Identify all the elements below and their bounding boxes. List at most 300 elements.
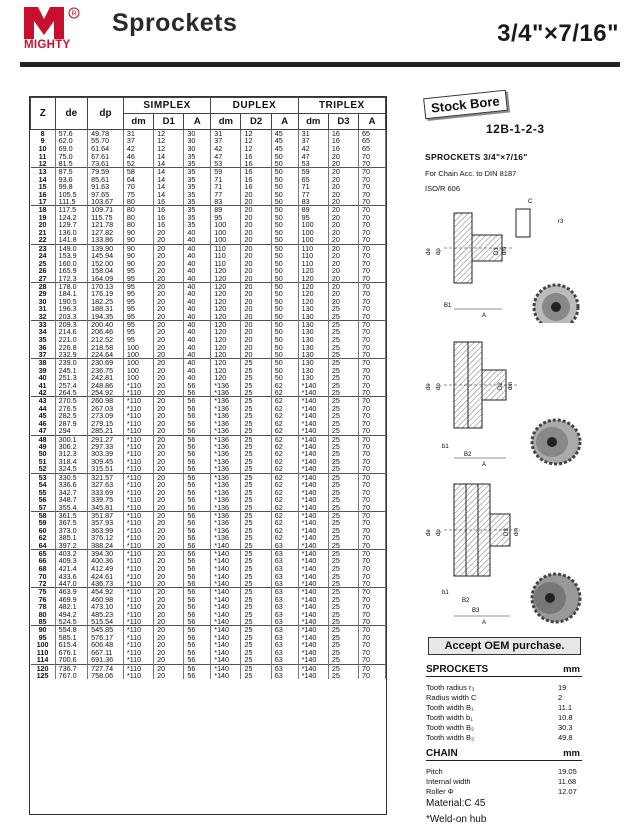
table-cell: 50 bbox=[271, 282, 298, 290]
table-cell: 376.12 bbox=[88, 534, 124, 542]
table-cell: 16 bbox=[328, 137, 358, 145]
table-cell: 306.2 bbox=[55, 443, 87, 451]
table-cell: 45 bbox=[271, 130, 298, 138]
table-cell: 70 bbox=[359, 435, 386, 443]
table-cell: 40 bbox=[184, 298, 211, 306]
table-cell: 70 bbox=[359, 282, 386, 290]
table-cell: 70 bbox=[359, 366, 386, 374]
table-cell: 10 bbox=[31, 145, 56, 153]
table-cell: 25 bbox=[328, 405, 358, 413]
label-d1: D1 bbox=[494, 247, 500, 255]
table-cell: 35 bbox=[184, 168, 211, 176]
table-cell: 20 bbox=[154, 572, 184, 580]
table-cell: 62.0 bbox=[55, 137, 87, 145]
col-header-duplex-a: A bbox=[271, 114, 298, 130]
table-cell: 25 bbox=[241, 496, 271, 504]
table-cell: 100 bbox=[31, 641, 56, 649]
table-cell: 63 bbox=[271, 618, 298, 626]
table-cell: 56 bbox=[184, 542, 211, 550]
table-cell: 90 bbox=[123, 236, 153, 244]
table-cell: 20 bbox=[154, 527, 184, 535]
table-cell: 767.0 bbox=[55, 672, 87, 680]
table-cell: 70 bbox=[359, 305, 386, 313]
table-cell: 447.0 bbox=[55, 580, 87, 588]
table-cell: 63 bbox=[271, 649, 298, 657]
table-cell: 70 bbox=[359, 198, 386, 206]
table-cell: *140 bbox=[211, 572, 241, 580]
table-cell: 25 bbox=[328, 565, 358, 573]
table-cell: 50 bbox=[271, 366, 298, 374]
property-row bbox=[426, 777, 582, 786]
table-cell: 63 bbox=[271, 611, 298, 619]
table-cell: 141.8 bbox=[55, 236, 87, 244]
table-cell: 70 bbox=[359, 656, 386, 664]
table-cell: 100 bbox=[298, 221, 328, 229]
table-cell: 63 bbox=[271, 565, 298, 573]
table-cell: 35 bbox=[184, 183, 211, 191]
table-cell: 20 bbox=[241, 336, 271, 344]
table-cell: 40 bbox=[184, 320, 211, 328]
table-cell: 20 bbox=[154, 542, 184, 550]
table-cell: 403.2 bbox=[55, 550, 87, 558]
table-cell: *136 bbox=[211, 527, 241, 535]
table-cell: 25 bbox=[328, 534, 358, 542]
table-cell: 56 bbox=[184, 481, 211, 489]
table-cell: 20 bbox=[241, 313, 271, 321]
table-cell: 95 bbox=[123, 282, 153, 290]
table-cell: 46 bbox=[123, 152, 153, 160]
table-cell: 62 bbox=[271, 519, 298, 527]
table-cell: *140 bbox=[298, 626, 328, 634]
table-cell: 50 bbox=[271, 313, 298, 321]
table-cell: 35 bbox=[184, 206, 211, 214]
label-c: C bbox=[528, 199, 533, 205]
table-cell: 463.9 bbox=[55, 588, 87, 596]
table-cell: 25 bbox=[328, 458, 358, 466]
table-cell: 65 bbox=[359, 137, 386, 145]
table-cell: *140 bbox=[298, 382, 328, 390]
table-cell: *110 bbox=[123, 641, 153, 649]
table-cell: 20 bbox=[328, 244, 358, 252]
chain-heading bbox=[426, 748, 582, 761]
table-cell: *140 bbox=[211, 603, 241, 611]
table-cell: 65 bbox=[359, 130, 386, 138]
table-cell: 321.57 bbox=[88, 473, 124, 481]
table-cell: 273.09 bbox=[88, 412, 124, 420]
table-cell: 56 bbox=[184, 557, 211, 565]
table-row bbox=[31, 672, 386, 680]
property-value: 49.8 bbox=[558, 733, 573, 742]
table-cell: 31 bbox=[31, 305, 56, 313]
table-cell: 70 bbox=[123, 183, 153, 191]
label-dp: dp bbox=[436, 248, 442, 255]
table-cell: 50 bbox=[271, 214, 298, 222]
table-cell: 63 bbox=[271, 557, 298, 565]
table-cell: 361.5 bbox=[55, 511, 87, 519]
table-cell: 110 bbox=[298, 259, 328, 267]
table-cell: 45 bbox=[271, 145, 298, 153]
table-cell: 120 bbox=[211, 359, 241, 367]
table-cell: 90 bbox=[123, 229, 153, 237]
table-cell: 25 bbox=[328, 649, 358, 657]
table-cell: 55.70 bbox=[88, 137, 124, 145]
table-cell: 473.10 bbox=[88, 603, 124, 611]
table-cell: 70 bbox=[359, 626, 386, 634]
table-cell: 89 bbox=[211, 206, 241, 214]
table-cell: *140 bbox=[298, 397, 328, 405]
table-cell: 32 bbox=[31, 313, 56, 321]
table-cell: *140 bbox=[298, 672, 328, 680]
table-cell: *110 bbox=[123, 534, 153, 542]
table-cell: 25 bbox=[241, 550, 271, 558]
table-cell: 20 bbox=[154, 534, 184, 542]
table-cell: *136 bbox=[211, 435, 241, 443]
table-cell: 25 bbox=[328, 572, 358, 580]
table-cell: 20 bbox=[154, 374, 184, 382]
table-cell: 56 bbox=[184, 603, 211, 611]
table-cell: 56 bbox=[184, 672, 211, 680]
table-cell: 22 bbox=[31, 236, 56, 244]
table-cell: 70 bbox=[359, 465, 386, 473]
table-cell: 120 bbox=[298, 290, 328, 298]
table-cell: *140 bbox=[211, 618, 241, 626]
table-cell: 50 bbox=[271, 198, 298, 206]
table-cell: 28 bbox=[31, 282, 56, 290]
table-cell: 16 bbox=[241, 183, 271, 191]
table-cell: *140 bbox=[298, 420, 328, 428]
table-cell: 130 bbox=[298, 366, 328, 374]
table-cell: 339.75 bbox=[88, 496, 124, 504]
table-cell: 16 bbox=[241, 175, 271, 183]
property-row bbox=[426, 733, 582, 742]
table-cell: *110 bbox=[123, 588, 153, 596]
table-cell: 56 bbox=[184, 382, 211, 390]
table-cell: 35 bbox=[184, 221, 211, 229]
table-cell: 25 bbox=[328, 305, 358, 313]
table-cell: 40 bbox=[184, 343, 211, 351]
table-cell: 20 bbox=[241, 206, 271, 214]
table-cell: *110 bbox=[123, 511, 153, 519]
table-cell: *136 bbox=[211, 397, 241, 405]
table-cell: 16 bbox=[31, 191, 56, 199]
table-cell: *110 bbox=[123, 557, 153, 565]
table-cell: 49.78 bbox=[88, 130, 124, 138]
table-cell: 63 bbox=[271, 672, 298, 680]
table-cell: *140 bbox=[211, 611, 241, 619]
table-cell: 65 bbox=[31, 550, 56, 558]
table-cell: 120 bbox=[211, 351, 241, 359]
table-cell: 25 bbox=[328, 366, 358, 374]
table-cell: 25 bbox=[241, 488, 271, 496]
table-cell: 50 bbox=[271, 298, 298, 306]
table-cell: 20 bbox=[154, 336, 184, 344]
table-cell: 70 bbox=[359, 672, 386, 680]
table-cell: 149.0 bbox=[55, 244, 87, 252]
table-cell: 97.65 bbox=[88, 191, 124, 199]
table-cell: 31 bbox=[211, 130, 241, 138]
triplex-sprocket-photo bbox=[532, 574, 580, 622]
property-row bbox=[426, 787, 582, 796]
table-cell: 236.75 bbox=[88, 366, 124, 374]
table-cell: 62 bbox=[271, 473, 298, 481]
table-cell: 30 bbox=[184, 130, 211, 138]
table-cell: 276.5 bbox=[55, 405, 87, 413]
table-cell: 25 bbox=[241, 557, 271, 565]
table-cell: 71 bbox=[298, 183, 328, 191]
triplex-sprocket-drawing bbox=[424, 476, 584, 631]
table-cell: 25 bbox=[328, 519, 358, 527]
label-dm-duplex: dm bbox=[508, 381, 514, 390]
table-cell: 206.46 bbox=[88, 328, 124, 336]
table-cell: 485.23 bbox=[88, 611, 124, 619]
table-cell: *140 bbox=[298, 664, 328, 672]
table-cell: 63 bbox=[271, 641, 298, 649]
table-cell: 63 bbox=[271, 603, 298, 611]
table-cell: 56 bbox=[184, 397, 211, 405]
label-a-duplex: A bbox=[482, 462, 487, 468]
table-cell: 25 bbox=[328, 611, 358, 619]
table-cell: 188.31 bbox=[88, 305, 124, 313]
table-cell: 727.74 bbox=[88, 664, 124, 672]
table-cell: 20 bbox=[241, 236, 271, 244]
table-cell: 25 bbox=[328, 343, 358, 351]
table-cell: 367.5 bbox=[55, 519, 87, 527]
table-cell: 89 bbox=[298, 206, 328, 214]
table-cell: 100 bbox=[123, 374, 153, 382]
property-row bbox=[426, 693, 582, 702]
table-cell: 77 bbox=[211, 191, 241, 199]
table-cell: *110 bbox=[123, 672, 153, 680]
table-cell: *140 bbox=[298, 412, 328, 420]
table-cell: *136 bbox=[211, 481, 241, 489]
table-cell: 20 bbox=[154, 328, 184, 336]
table-cell: 176.19 bbox=[88, 290, 124, 298]
table-cell: 203.3 bbox=[55, 313, 87, 321]
table-cell: 400.36 bbox=[88, 557, 124, 565]
table-cell: 31 bbox=[298, 130, 328, 138]
table-cell: 20 bbox=[154, 550, 184, 558]
table-cell: 59 bbox=[298, 168, 328, 176]
table-cell: 110 bbox=[298, 244, 328, 252]
col-header-duplex-d2: D2 bbox=[241, 114, 271, 130]
table-cell: 70 bbox=[359, 267, 386, 275]
table-cell: 20 bbox=[328, 290, 358, 298]
table-cell: 20 bbox=[154, 603, 184, 611]
table-cell: 25 bbox=[241, 626, 271, 634]
col-header-triplex: TRIPLEX bbox=[298, 98, 385, 114]
table-cell: 25 bbox=[328, 557, 358, 565]
table-cell: 20 bbox=[328, 175, 358, 183]
table-cell: 25 bbox=[328, 435, 358, 443]
table-cell: 99.8 bbox=[55, 183, 87, 191]
table-cell: 20 bbox=[328, 160, 358, 168]
table-cell: 25 bbox=[241, 366, 271, 374]
table-cell: 37 bbox=[31, 351, 56, 359]
table-cell: 40 bbox=[184, 236, 211, 244]
table-cell: 130 bbox=[298, 359, 328, 367]
table-cell: 20 bbox=[154, 435, 184, 443]
table-cell: 758.06 bbox=[88, 672, 124, 680]
table-cell: 324.5 bbox=[55, 465, 87, 473]
table-cell: *140 bbox=[211, 542, 241, 550]
table-cell: 25 bbox=[241, 656, 271, 664]
table-cell: 19 bbox=[31, 214, 56, 222]
table-cell: 294 bbox=[55, 427, 87, 435]
table-cell: 90 bbox=[31, 626, 56, 634]
stock-bore-badge: Stock Bore bbox=[423, 90, 507, 120]
table-cell: 25 bbox=[241, 534, 271, 542]
table-cell: 190.5 bbox=[55, 298, 87, 306]
table-cell: 25 bbox=[328, 488, 358, 496]
table-cell: 16 bbox=[241, 168, 271, 176]
table-cell: 103.67 bbox=[88, 198, 124, 206]
table-cell: 63 bbox=[271, 550, 298, 558]
table-cell: *140 bbox=[298, 618, 328, 626]
table-cell: 20 bbox=[154, 443, 184, 451]
table-cell: 120 bbox=[211, 343, 241, 351]
table-cell: 373.0 bbox=[55, 527, 87, 535]
table-cell: *136 bbox=[211, 496, 241, 504]
table-cell: 145.94 bbox=[88, 252, 124, 260]
table-cell: 25 bbox=[328, 443, 358, 451]
table-cell: 25 bbox=[241, 397, 271, 405]
table-cell: 25 bbox=[328, 359, 358, 367]
table-cell: *110 bbox=[123, 626, 153, 634]
table-cell: 62 bbox=[271, 504, 298, 512]
table-cell: 95 bbox=[123, 313, 153, 321]
table-cell: 130 bbox=[298, 328, 328, 336]
table-cell: 70 bbox=[359, 290, 386, 298]
table-cell: 124.2 bbox=[55, 214, 87, 222]
table-cell: 25 bbox=[241, 603, 271, 611]
table-cell: 251.3 bbox=[55, 374, 87, 382]
table-cell: 70 bbox=[359, 557, 386, 565]
table-cell: 114 bbox=[31, 656, 56, 664]
table-cell: 71 bbox=[211, 183, 241, 191]
table-cell: 20 bbox=[154, 611, 184, 619]
col-header-duplex: DUPLEX bbox=[211, 98, 298, 114]
table-cell: 109.71 bbox=[88, 206, 124, 214]
table-cell: 70 bbox=[359, 343, 386, 351]
table-cell: 554.8 bbox=[55, 626, 87, 634]
table-cell: 120 bbox=[298, 267, 328, 275]
table-cell: 25 bbox=[328, 420, 358, 428]
table-cell: 56 bbox=[184, 649, 211, 657]
table-cell: *140 bbox=[298, 649, 328, 657]
table-cell: 25 bbox=[241, 481, 271, 489]
table-cell: 95 bbox=[123, 275, 153, 283]
table-cell: 70 bbox=[359, 580, 386, 588]
table-cell: 62 bbox=[271, 397, 298, 405]
table-cell: 12 bbox=[241, 130, 271, 138]
table-cell: 8 bbox=[31, 130, 56, 138]
table-cell: *110 bbox=[123, 473, 153, 481]
table-cell: 95 bbox=[123, 320, 153, 328]
table-cell: 79.59 bbox=[88, 168, 124, 176]
property-label: Roller Φ bbox=[426, 787, 454, 796]
table-cell: 70 bbox=[359, 427, 386, 435]
table-cell: 25 bbox=[241, 412, 271, 420]
table-cell: *136 bbox=[211, 488, 241, 496]
table-cell: 20 bbox=[154, 244, 184, 252]
table-cell: *140 bbox=[298, 450, 328, 458]
property-row bbox=[426, 767, 582, 776]
table-cell: *140 bbox=[211, 595, 241, 603]
table-cell: 37 bbox=[211, 137, 241, 145]
table-cell: 66 bbox=[31, 557, 56, 565]
table-cell: 78 bbox=[31, 603, 56, 611]
property-row bbox=[426, 713, 582, 722]
table-cell: 56 bbox=[184, 664, 211, 672]
table-cell: 40 bbox=[184, 252, 211, 260]
table-cell: 125 bbox=[31, 672, 56, 680]
table-cell: 20 bbox=[154, 481, 184, 489]
table-cell: 56 bbox=[184, 618, 211, 626]
table-cell: 70 bbox=[359, 565, 386, 573]
table-cell: 40 bbox=[184, 336, 211, 344]
label-b1-small: b1 bbox=[442, 444, 449, 450]
table-cell: 20 bbox=[154, 420, 184, 428]
table-cell: 691.36 bbox=[88, 656, 124, 664]
table-cell: 345.81 bbox=[88, 504, 124, 512]
table-cell: 20 bbox=[154, 656, 184, 664]
table-cell: 20 bbox=[154, 504, 184, 512]
table-cell: 736.7 bbox=[55, 664, 87, 672]
table-cell: 178.0 bbox=[55, 282, 87, 290]
table-cell: 297.33 bbox=[88, 443, 124, 451]
table-cell: 58 bbox=[123, 168, 153, 176]
table-cell: 20 bbox=[241, 305, 271, 313]
table-cell: 50 bbox=[271, 259, 298, 267]
table-cell: *110 bbox=[123, 603, 153, 611]
table-cell: 20 bbox=[154, 229, 184, 237]
table-cell: 16 bbox=[154, 206, 184, 214]
table-cell: *110 bbox=[123, 488, 153, 496]
table-cell: 25 bbox=[328, 450, 358, 458]
table-cell: 56 bbox=[184, 527, 211, 535]
table-cell: 75.0 bbox=[55, 152, 87, 160]
table-cell: 20 bbox=[154, 275, 184, 283]
table-cell: 309.45 bbox=[88, 458, 124, 466]
table-cell: 63 bbox=[271, 572, 298, 580]
spec-title: SPROCKETS 3/4"×7/16" bbox=[425, 152, 528, 162]
table-cell: 93.6 bbox=[55, 175, 87, 183]
table-cell: 130 bbox=[298, 336, 328, 344]
table-cell: 50 bbox=[271, 275, 298, 283]
table-cell: 23 bbox=[31, 244, 56, 252]
table-cell: 160.0 bbox=[55, 259, 87, 267]
table-cell: *140 bbox=[298, 595, 328, 603]
table-cell: 25 bbox=[241, 580, 271, 588]
property-label: Tooth width b₁ bbox=[426, 713, 473, 722]
table-cell: 75 bbox=[123, 191, 153, 199]
iso-standard: ISO/R 606 bbox=[425, 184, 461, 193]
table-cell: 20 bbox=[328, 214, 358, 222]
table-cell: *110 bbox=[123, 565, 153, 573]
table-cell: 303.39 bbox=[88, 450, 124, 458]
table-cell: 70 bbox=[359, 275, 386, 283]
table-cell: 20 bbox=[154, 267, 184, 275]
table-cell: 70 bbox=[359, 389, 386, 397]
table-cell: 336.6 bbox=[55, 481, 87, 489]
table-cell: 127.82 bbox=[88, 229, 124, 237]
label-d3: D3 bbox=[504, 528, 510, 536]
table-cell: *110 bbox=[123, 397, 153, 405]
table-cell: 95 bbox=[123, 328, 153, 336]
table-cell: 25 bbox=[241, 465, 271, 473]
table-cell: 17 bbox=[31, 198, 56, 206]
table-cell: 100 bbox=[211, 221, 241, 229]
